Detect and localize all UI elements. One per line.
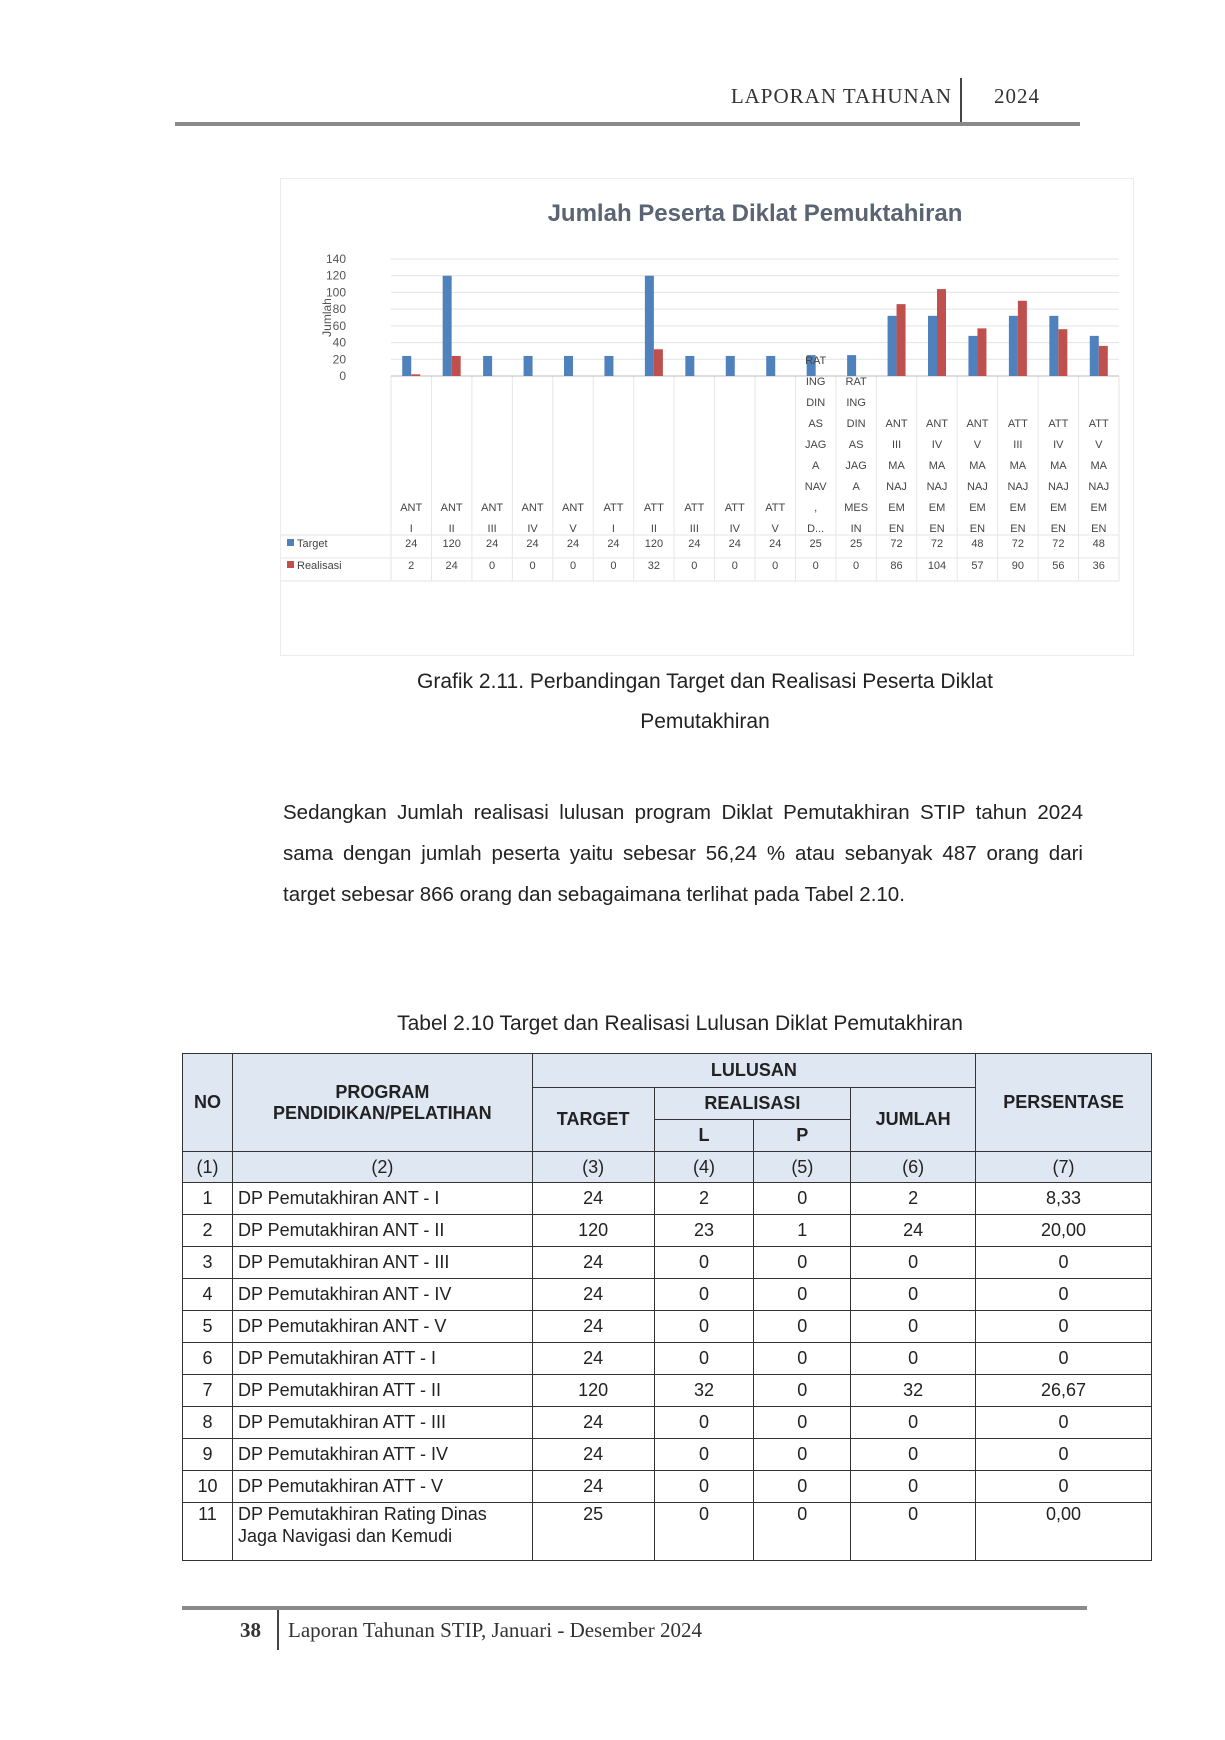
- table-cell: 7: [183, 1375, 233, 1407]
- x-tick-label: A: [811, 460, 820, 472]
- chart-caption-line2: Pemutakhiran: [640, 710, 770, 733]
- table-cell: 0: [754, 1247, 851, 1279]
- x-tick-label: JAG: [845, 460, 867, 472]
- y-tick-label: 40: [332, 335, 346, 350]
- data-table-value: 72: [930, 538, 944, 550]
- x-tick-label: EN: [1010, 523, 1026, 535]
- header-persentase: PERSENTASE: [976, 1054, 1152, 1152]
- data-table-value: 86: [890, 560, 903, 572]
- x-tick-label: MA: [888, 460, 905, 472]
- x-tick-label: I: [611, 523, 615, 535]
- x-tick-label: ANT: [562, 502, 584, 514]
- legend-label-target: Target: [297, 538, 328, 550]
- table-cell: 0: [754, 1343, 851, 1375]
- table-cell: 0: [654, 1311, 754, 1343]
- x-tick-label: ATT: [724, 502, 745, 514]
- table-row: [183, 1247, 1152, 1279]
- table-cell: 24: [532, 1311, 654, 1343]
- x-tick-label: V: [569, 523, 577, 535]
- table-cell: 25: [532, 1503, 654, 1561]
- y-tick-label: 100: [325, 285, 346, 300]
- header-lulusan: LULUSAN: [532, 1054, 975, 1088]
- table-cell: 23: [654, 1215, 754, 1247]
- table-cell: 0: [754, 1183, 851, 1215]
- x-tick-label: MA: [1009, 460, 1027, 472]
- table-cell: 0: [976, 1343, 1152, 1375]
- table-cell: 0,00: [976, 1503, 1152, 1561]
- table-cell: 0: [976, 1311, 1152, 1343]
- x-tick-label: EM: [1050, 502, 1067, 514]
- table-cell: 1: [183, 1183, 233, 1215]
- data-table-value: 0: [772, 560, 779, 572]
- table-cell: 24: [532, 1439, 654, 1471]
- x-tick-label: ATT: [1088, 418, 1109, 430]
- data-table-value: 72: [1011, 538, 1025, 550]
- legend-label-realisasi: Realisasi: [297, 560, 342, 572]
- x-tick-label: EN: [1050, 523, 1066, 535]
- data-table-value: 0: [691, 560, 698, 572]
- chart-container: [280, 178, 1134, 656]
- x-tick-label: ATT: [684, 502, 705, 514]
- x-tick-label: III: [487, 523, 497, 535]
- x-tick-label: EM: [969, 502, 986, 514]
- data-table-value: 32: [647, 560, 661, 572]
- header-program: PROGRAM PENDIDIKAN/PELATIHAN: [232, 1054, 532, 1152]
- data-table-value: 24: [607, 538, 620, 550]
- y-tick-label: 0: [339, 369, 346, 383]
- table-cell: 120: [532, 1215, 654, 1247]
- table-cell: 32: [654, 1375, 754, 1407]
- table-cell: 9: [183, 1439, 233, 1471]
- bar-target: [766, 356, 775, 376]
- data-table-value: 24: [485, 538, 499, 550]
- table-row: [183, 1439, 1152, 1471]
- table-cell: DP Pemutakhiran ANT - II: [232, 1215, 532, 1247]
- table-cell: 0: [654, 1247, 754, 1279]
- table-cell: 0: [976, 1439, 1152, 1471]
- table-cell: 26,67: [976, 1375, 1152, 1407]
- data-table-value: 36: [1092, 560, 1105, 572]
- header-p: P: [754, 1120, 851, 1152]
- table-row: [183, 1471, 1152, 1503]
- table-cell: 0: [851, 1311, 976, 1343]
- x-tick-label: MA: [1090, 460, 1108, 472]
- bar-target: [564, 356, 573, 376]
- data-table-value: 24: [769, 538, 782, 550]
- chart-title: Jumlah Peserta Diklat Pemuktahiran: [547, 200, 963, 227]
- table-cell: 0: [976, 1407, 1152, 1439]
- column-number: (7): [976, 1152, 1152, 1183]
- table-cell: DP Pemutakhiran ANT - V: [232, 1311, 532, 1343]
- chart-caption-line1: Grafik 2.11. Perbandingan Target dan Realisasi Peserta Diklat: [417, 670, 993, 693]
- page-header: [175, 78, 1080, 126]
- table-cell: 6: [183, 1343, 233, 1375]
- header-year: 2024: [994, 84, 1040, 108]
- x-tick-label: MA: [969, 460, 986, 472]
- x-tick-label: ING: [805, 376, 826, 388]
- x-tick-label: EM: [928, 502, 946, 514]
- table-cell: 0: [851, 1343, 976, 1375]
- x-tick-label: EN: [929, 523, 945, 535]
- table-cell: 10: [183, 1471, 233, 1503]
- table-cell: 0: [754, 1471, 851, 1503]
- header-jumlah: JUMLAH: [851, 1088, 976, 1152]
- bar-realisasi: [1058, 329, 1067, 376]
- table-row: [183, 1343, 1152, 1375]
- bar-target: [1090, 336, 1099, 376]
- table-cell: 0: [754, 1439, 851, 1471]
- bar-realisasi: [897, 304, 906, 376]
- bar-target: [685, 356, 694, 376]
- table-cell: 2: [851, 1183, 976, 1215]
- table-cell: 0: [754, 1311, 851, 1343]
- bar-realisasi: [937, 289, 946, 376]
- x-tick-label: EN: [969, 523, 986, 535]
- legend-swatch-target: [287, 539, 294, 546]
- table-cell: 4: [183, 1279, 233, 1311]
- y-tick-label: 140: [325, 252, 346, 266]
- bar-target: [443, 276, 452, 376]
- data-table-value: 48: [1092, 538, 1105, 550]
- table-cell: DP Pemutakhiran ATT - I: [232, 1343, 532, 1375]
- table-row: [183, 1279, 1152, 1311]
- data-table-value: 25: [849, 538, 863, 550]
- data-table-value: 0: [853, 560, 860, 572]
- table-title: Tabel 2.10 Target dan Realisasi Lulusan Diklat Pemutakhiran: [397, 1012, 963, 1035]
- x-tick-label: RAT: [845, 376, 867, 388]
- x-tick-label: D...: [807, 523, 825, 535]
- table-cell: 24: [532, 1279, 654, 1311]
- bar-target: [1049, 316, 1058, 376]
- table-cell: 0: [754, 1503, 851, 1561]
- table-cell: 0: [851, 1279, 976, 1311]
- table-cell: 0: [754, 1375, 851, 1407]
- table-cell: DP Pemutakhiran ATT - II: [232, 1375, 532, 1407]
- data-table-value: 0: [610, 560, 617, 572]
- x-tick-label: EM: [888, 502, 905, 514]
- x-tick-label: ATT: [643, 502, 664, 514]
- table-cell: 32: [851, 1375, 976, 1407]
- table-cell: 24: [532, 1247, 654, 1279]
- data-table-value: 0: [569, 560, 577, 572]
- table-cell: 0: [851, 1471, 976, 1503]
- bar-target: [645, 276, 654, 376]
- x-tick-label: NAJ: [926, 481, 948, 493]
- y-tick-label: 20: [332, 352, 346, 367]
- table-row: [183, 1407, 1152, 1439]
- x-tick-label: DIN: [806, 397, 826, 409]
- x-tick-label: AS: [808, 418, 824, 430]
- y-tick-label: 80: [332, 302, 346, 317]
- table-cell: 8: [183, 1407, 233, 1439]
- x-tick-label: RAT: [805, 355, 827, 367]
- x-tick-label: ANT: [521, 502, 544, 514]
- y-tick-label: 60: [332, 318, 346, 333]
- column-number: (6): [851, 1152, 976, 1183]
- bar-realisasi: [1099, 346, 1108, 376]
- table-cell: 0: [654, 1503, 754, 1561]
- data-table-value: 0: [489, 560, 496, 572]
- x-tick-label: MA: [1050, 460, 1067, 472]
- bar-target: [483, 356, 492, 376]
- x-tick-label: IV: [729, 523, 740, 535]
- table-cell: 24: [532, 1343, 654, 1375]
- bar-realisasi: [654, 349, 663, 376]
- table-cell: 0: [654, 1407, 754, 1439]
- bar-target: [524, 356, 533, 376]
- bar-target: [928, 316, 937, 376]
- x-tick-label: NAJ: [1088, 481, 1110, 493]
- x-tick-label: DIN: [846, 418, 866, 430]
- body-paragraph: Sedangkan Jumlah realisasi lulusan program Diklat Pemutakhiran STIP tahun 2024 sama dengan jumlah peserta yaitu sebesar 56,24 % atau sebanyak 487 orang dari target sebesar 866 orang dan sebagaimana terlihat pada Tabel 2.10.: [283, 801, 1083, 906]
- table-cell: 3: [183, 1247, 233, 1279]
- table-cell: 0: [754, 1407, 851, 1439]
- column-number: (5): [754, 1152, 851, 1183]
- x-tick-label: II: [448, 523, 455, 535]
- bar-realisasi: [977, 328, 986, 376]
- table-cell: 8,33: [976, 1183, 1152, 1215]
- bar-realisasi: [411, 374, 420, 376]
- x-tick-label: EN: [1091, 523, 1107, 535]
- x-tick-label: V: [973, 439, 982, 451]
- table-cell: DP Pemutakhiran ANT - IV: [232, 1279, 532, 1311]
- data-table-value: 48: [971, 538, 984, 550]
- data-table-value: 24: [688, 538, 701, 550]
- data-table-value: 0: [529, 560, 536, 572]
- table-cell: 24: [532, 1471, 654, 1503]
- table-cell: 0: [654, 1471, 754, 1503]
- x-tick-label: IV: [931, 439, 943, 451]
- header-title: LAPORAN TAHUNAN: [730, 84, 952, 108]
- x-tick-label: JAG: [804, 439, 827, 451]
- header-l: L: [654, 1120, 754, 1152]
- x-tick-label: III: [891, 439, 902, 451]
- x-tick-label: IV: [1053, 439, 1064, 451]
- data-table-value: 24: [445, 560, 458, 572]
- column-number: (1): [183, 1152, 233, 1183]
- x-tick-label: MA: [928, 460, 946, 472]
- x-tick-label: I: [409, 523, 413, 535]
- x-tick-label: III: [689, 523, 699, 535]
- bar-target: [968, 336, 977, 376]
- data-table-value: 72: [890, 538, 903, 550]
- x-tick-label: III: [1013, 439, 1023, 451]
- table-cell: 0: [851, 1439, 976, 1471]
- data-table-value: 24: [405, 538, 418, 550]
- table-cell: 0: [851, 1247, 976, 1279]
- table-cell: DP Pemutakhiran Rating Dinas Jaga Navigasi dan Kemudi: [232, 1503, 532, 1561]
- data-table-value: 24: [526, 538, 539, 550]
- table-cell: 120: [532, 1375, 654, 1407]
- bar-target: [726, 356, 735, 376]
- header-no: NO: [183, 1054, 233, 1152]
- results-table: [182, 1053, 1152, 1561]
- bar-target: [402, 356, 411, 376]
- table-cell: 0: [851, 1407, 976, 1439]
- bar-target: [1009, 316, 1018, 376]
- data-table-value: 0: [812, 560, 819, 572]
- table-row: [183, 1215, 1152, 1247]
- table-cell: DP Pemutakhiran ATT - III: [232, 1407, 532, 1439]
- data-table-value: 24: [728, 538, 741, 550]
- x-tick-label: ATT: [1048, 418, 1069, 430]
- table-row: [183, 1311, 1152, 1343]
- data-table-value: 90: [1011, 560, 1025, 572]
- table-cell: 0: [976, 1471, 1152, 1503]
- x-tick-label: ATT: [1007, 418, 1028, 430]
- column-number: (3): [532, 1152, 654, 1183]
- legend-swatch-realisasi: [287, 561, 294, 568]
- column-number: (4): [654, 1152, 754, 1183]
- data-table-value: 2: [408, 560, 415, 572]
- table-cell: 0: [654, 1279, 754, 1311]
- bar-realisasi: [452, 356, 461, 376]
- table-row: [183, 1375, 1152, 1407]
- data-table-value: 0: [731, 560, 738, 572]
- table-cell: 0: [654, 1439, 754, 1471]
- bar-chart: [281, 179, 1133, 655]
- x-tick-label: IN: [850, 523, 862, 535]
- y-axis-label: Jumlah: [320, 298, 334, 337]
- table-cell: 20,00: [976, 1215, 1152, 1247]
- bar-realisasi: [1018, 301, 1027, 376]
- bar-target: [847, 355, 856, 376]
- data-table-value: 120: [442, 538, 461, 550]
- column-number: (2): [232, 1152, 532, 1183]
- x-tick-label: NAJ: [1047, 481, 1069, 493]
- x-tick-label: IV: [527, 523, 538, 535]
- x-tick-label: V: [1095, 439, 1103, 451]
- x-tick-label: ATT: [603, 502, 624, 514]
- table-row: [183, 1183, 1152, 1215]
- table-cell: 2: [654, 1183, 754, 1215]
- table-cell: 0: [976, 1247, 1152, 1279]
- column-number-row: [183, 1152, 1152, 1183]
- y-tick-label: 120: [325, 268, 346, 283]
- x-tick-label: EM: [1009, 502, 1027, 514]
- header-realisasi: REALISASI: [654, 1088, 851, 1120]
- table-cell: 0: [654, 1343, 754, 1375]
- table-cell: 0: [851, 1503, 976, 1561]
- table-cell: 2: [183, 1215, 233, 1247]
- x-tick-label: NAJ: [1007, 481, 1029, 493]
- x-tick-label: NAJ: [967, 481, 988, 493]
- table-cell: 0: [754, 1279, 851, 1311]
- x-tick-label: MES: [844, 502, 869, 514]
- table-row: [183, 1503, 1152, 1561]
- x-tick-label: NAJ: [886, 481, 907, 493]
- footer-divider: [277, 1610, 279, 1650]
- footer-page-number: 38: [240, 1618, 261, 1642]
- x-tick-label: NAV: [804, 481, 827, 493]
- table-cell: DP Pemutakhiran ATT - IV: [232, 1439, 532, 1471]
- table-cell: 0: [976, 1279, 1152, 1311]
- table-cell: 1: [754, 1215, 851, 1247]
- x-tick-label: AS: [848, 439, 864, 451]
- x-tick-label: ANT: [400, 502, 423, 514]
- table-cell: DP Pemutakhiran ANT - I: [232, 1183, 532, 1215]
- table-cell: 24: [532, 1183, 654, 1215]
- table-cell: DP Pemutakhiran ANT - III: [232, 1247, 532, 1279]
- data-table-value: 120: [644, 538, 664, 550]
- x-tick-label: ANT: [481, 502, 504, 514]
- header-divider: [960, 78, 962, 122]
- x-tick-label: ING: [846, 397, 866, 409]
- data-table-value: 104: [927, 560, 947, 572]
- footer-text: Laporan Tahunan STIP, Januari - Desember 2024: [288, 1618, 702, 1642]
- data-table-value: 56: [1052, 560, 1065, 572]
- x-tick-label: ANT: [885, 418, 908, 430]
- x-tick-label: V: [771, 523, 779, 535]
- x-tick-label: ATT: [765, 502, 786, 514]
- data-table-value: 57: [971, 560, 984, 572]
- footer-rule: [182, 1606, 1087, 1610]
- x-tick-label: II: [650, 523, 657, 535]
- x-tick-label: ,: [814, 502, 818, 514]
- x-tick-label: ANT: [966, 418, 989, 430]
- table-cell: DP Pemutakhiran ATT - V: [232, 1471, 532, 1503]
- header-target: TARGET: [532, 1088, 654, 1152]
- bar-target: [888, 316, 897, 376]
- bar-target: [604, 356, 613, 376]
- data-table-value: 24: [566, 538, 580, 550]
- table-cell: 5: [183, 1311, 233, 1343]
- data-table-value: 72: [1052, 538, 1065, 550]
- x-tick-label: A: [852, 481, 860, 493]
- x-tick-label: ANT: [926, 418, 948, 430]
- data-table-value: 25: [809, 538, 822, 550]
- x-tick-label: ANT: [440, 502, 463, 514]
- x-tick-label: EN: [888, 523, 905, 535]
- table-cell: 24: [851, 1215, 976, 1247]
- table-cell: 11: [183, 1503, 233, 1561]
- table-cell: 24: [532, 1407, 654, 1439]
- x-tick-label: EM: [1090, 502, 1108, 514]
